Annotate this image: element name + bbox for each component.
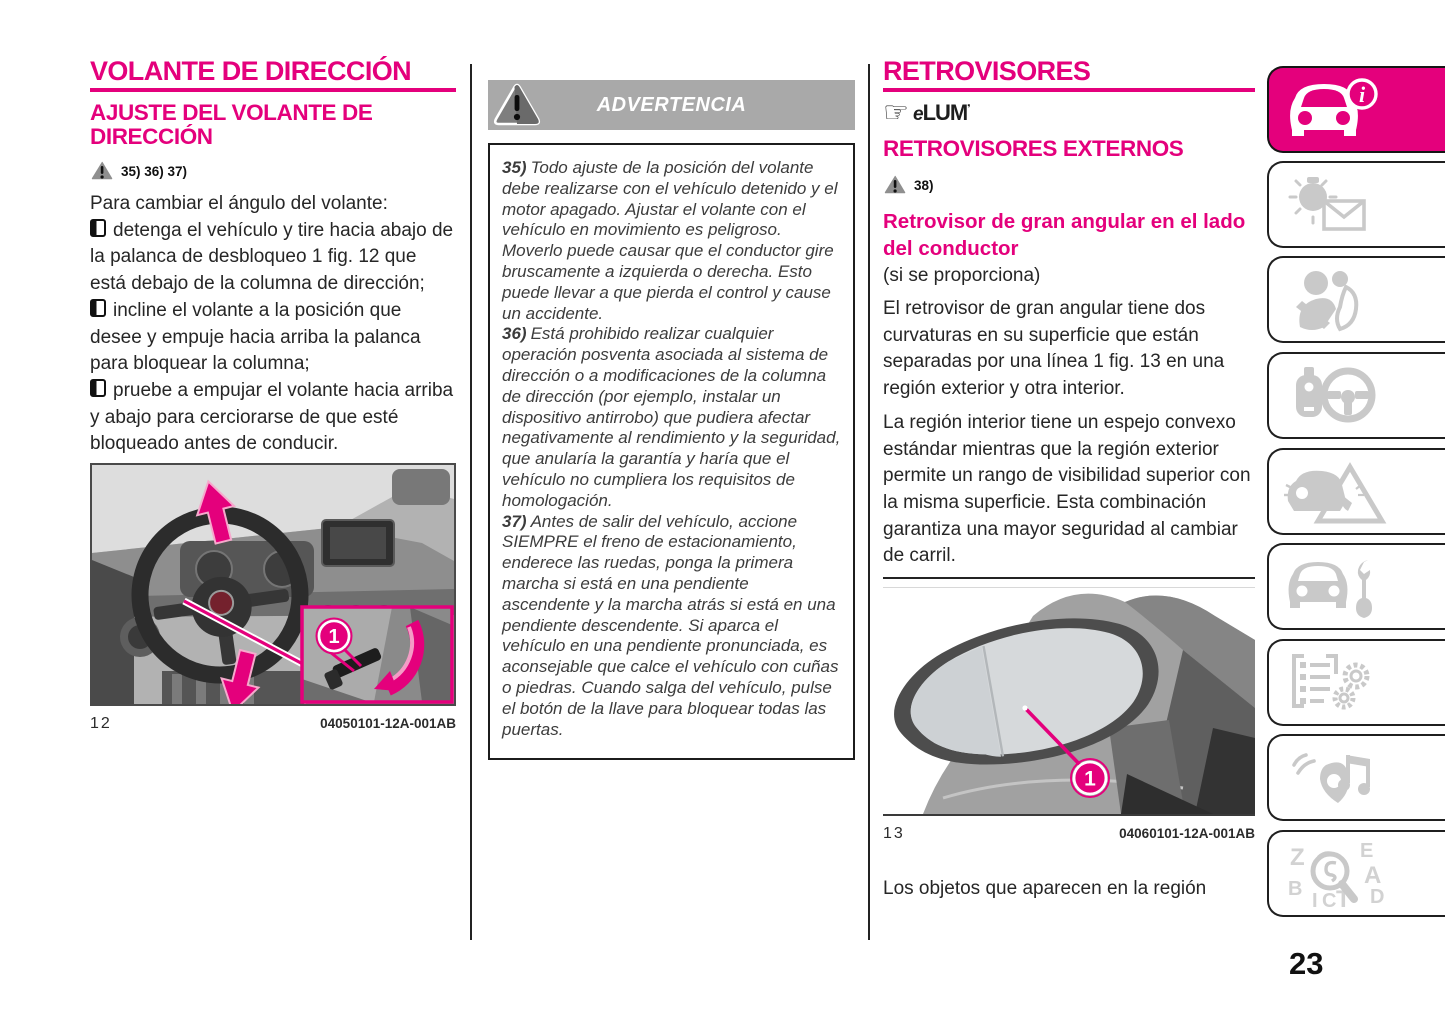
paragraph: El retrovisor de gran angular tiene dos curvaturas en su superficie que están separadas por una línea 1 fig. 13 en una región exterior y otra interior. bbox=[883, 298, 1225, 400]
paragraph: La región interior tiene un espejo convexo estándar mientras que la región exterior permite un rango de visibilidad superior con la misma superficie. Esta combinación garantiza una mayor seguridad al cambiar de carril. bbox=[883, 411, 1251, 567]
bullet-item: pruebe a empujar el volante hacia arriba y abajo para cerciorarse de que esté bloqueado antes de conducir. bbox=[90, 379, 454, 455]
figure-number: 12 bbox=[90, 715, 112, 733]
bullet-item: incline el volante a la posición que desee y empuje hacia arriba la palanca para bloquear la columna; bbox=[90, 299, 421, 375]
svg-text:D: D bbox=[1370, 885, 1385, 908]
square-bullet-icon bbox=[90, 219, 106, 237]
section-title-right: RETROVISORES EXTERNOS bbox=[883, 136, 1184, 161]
safety-icon bbox=[1282, 267, 1382, 333]
subheading-gran-angular: Retrovisor de gran angular en el lado del conductor bbox=[883, 210, 1246, 260]
svg-text:1: 1 bbox=[1084, 767, 1096, 791]
figure-steering-column bbox=[90, 463, 456, 706]
warning-box bbox=[488, 143, 855, 760]
car-wrench-icon bbox=[1282, 554, 1386, 620]
sidebar-tab-maintenance[interactable] bbox=[1267, 543, 1445, 630]
warning-triangle-icon bbox=[883, 174, 907, 196]
car-info-icon bbox=[1282, 78, 1382, 142]
square-bullet-icon bbox=[90, 299, 106, 317]
warning-refs-right bbox=[883, 174, 1255, 196]
chapter-tab-bar bbox=[1267, 0, 1445, 1019]
index-search-icon bbox=[1282, 839, 1392, 909]
callout-1-badge bbox=[1071, 759, 1109, 797]
sidebar-tab-emergency[interactable] bbox=[1267, 448, 1445, 535]
warning-refs-label: 35) 36) 37) bbox=[121, 163, 188, 179]
sidebar-tab-warning-lights[interactable] bbox=[1267, 161, 1445, 248]
figure-divider bbox=[883, 577, 1255, 579]
column-divider bbox=[868, 64, 870, 940]
svg-text:i: i bbox=[1358, 81, 1366, 107]
svg-text:Z: Z bbox=[1290, 843, 1305, 871]
page-number: 23 bbox=[1289, 946, 1324, 981]
svg-text:C: C bbox=[1322, 889, 1337, 909]
warning-refs-label: 38) bbox=[914, 177, 934, 193]
callout-1-badge bbox=[317, 619, 352, 654]
warning-item: 35) Todo ajuste de la posición del volante debe realizarse con el vehículo detenido y el motor apagado. Ajustar el volante con el vehículo en movimiento es peligroso. Moverlo puede causar que el conductor gire bruscamente a izquierda o derecha. Esto puede llevar a que pierda el control y cause un accidente. bbox=[502, 158, 838, 323]
svg-text:A: A bbox=[1364, 861, 1382, 889]
left-column bbox=[90, 57, 456, 733]
svg-text:1: 1 bbox=[328, 626, 340, 649]
multimedia-icon bbox=[1282, 743, 1386, 813]
figure-number: 13 bbox=[883, 825, 905, 843]
svg-text:E: E bbox=[1360, 839, 1374, 862]
warning-lights-message-icon bbox=[1282, 173, 1382, 237]
mirror-photo bbox=[883, 588, 1255, 814]
title-rule bbox=[90, 88, 456, 92]
availability-note: (si se proporciona) bbox=[883, 265, 1041, 286]
warning-triangle-icon bbox=[90, 160, 114, 182]
column-divider bbox=[470, 64, 472, 940]
svg-text:B: B bbox=[1288, 877, 1303, 900]
elum-label: eLUM❜ bbox=[913, 100, 970, 125]
pointing-hand-icon: ☞ bbox=[883, 97, 909, 129]
emergency-triangle-icon bbox=[1282, 459, 1392, 525]
title-rule bbox=[883, 88, 1255, 92]
sidebar-tab-safety[interactable] bbox=[1267, 256, 1445, 343]
warning-item: 36) Está prohibido realizar cualquier operación posventa asociada al sistema de dirección o a modificaciones de la columna de dirección (por ejemplo, instalar un dispositivo antirrobo) que pudiera afectar negativamente al rendimiento y la seguridad, que anularía la garantía y haría que el vehículo no cumpliera los requisitos de homologación. bbox=[502, 324, 841, 510]
sidebar-tab-vehicle-info[interactable] bbox=[1267, 66, 1445, 153]
svg-text:T: T bbox=[1336, 885, 1351, 909]
steering-wheel-photo bbox=[92, 465, 454, 704]
figure-caption-right bbox=[883, 825, 1255, 843]
sidebar-tab-starting-driving[interactable] bbox=[1267, 352, 1445, 439]
warning-triangle-icon bbox=[493, 83, 541, 128]
figure-mirror bbox=[883, 587, 1255, 816]
trailing-text: Los objetos que aparecen en la región bbox=[883, 878, 1207, 900]
right-column bbox=[883, 57, 1255, 903]
square-bullet-icon bbox=[90, 379, 106, 397]
key-steering-wheel-icon bbox=[1282, 363, 1382, 429]
sidebar-tab-multimedia[interactable] bbox=[1267, 734, 1445, 821]
svg-text:I: I bbox=[1312, 889, 1318, 909]
section-title-left: AJUSTE DEL VOLANTE DE DIRECCIÓN bbox=[90, 100, 373, 149]
sidebar-tab-index[interactable] bbox=[1267, 830, 1445, 917]
page-title: VOLANTE DE DIRECCIÓN bbox=[90, 56, 412, 86]
warning-refs-left bbox=[90, 160, 456, 182]
technical-data-icon bbox=[1282, 650, 1386, 716]
warning-item: 37) Antes de salir del vehículo, accione SIEMPRE el freno de estacionamiento, enderece las ruedas, ponga la primera marcha si está en una pendiente ascendente y la marcha atrás si está en una pendiente descendente. Si aparca el vehículo en una pendiente pronunciada, es aconsejable que calce el vehículo con cuñas o piedras. Cuando salga del vehículo, pulse el botón de la llave para bloquear todas las puertas. bbox=[502, 511, 839, 739]
figure-caption-left bbox=[90, 715, 456, 733]
warning-panel bbox=[488, 80, 855, 760]
advertencia-title: ADVERTENCIA bbox=[596, 93, 747, 116]
figure-code: 04050101-12A-001AB bbox=[320, 716, 456, 732]
bullet-item: detenga el vehículo y tire hacia abajo de la palanca de desbloqueo 1 fig. 12 que está debajo de la columna de dirección; bbox=[90, 219, 454, 295]
page-title-right: RETROVISORES bbox=[883, 56, 1091, 86]
intro-text: Para cambiar el ángulo del volante: bbox=[90, 193, 388, 214]
elum-logo bbox=[883, 98, 1255, 128]
figure-code: 04060101-12A-001AB bbox=[1119, 826, 1255, 842]
advertencia-header bbox=[488, 80, 855, 130]
sidebar-tab-technical-data[interactable] bbox=[1267, 639, 1445, 726]
